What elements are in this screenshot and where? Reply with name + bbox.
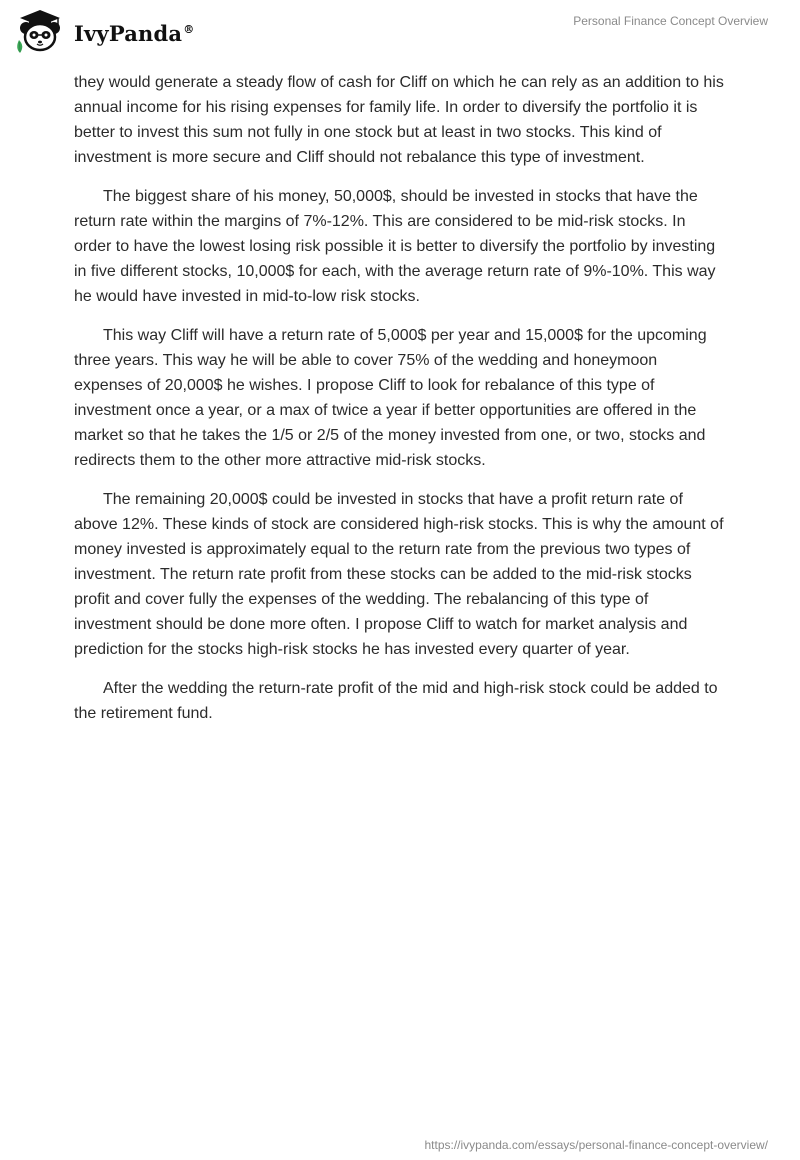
registered-mark: ® <box>183 22 195 36</box>
page-header <box>0 0 800 70</box>
paragraph-return-rate: This way Cliff will have a return rate of 5,000$ per year and 15,000$ for the upcoming three years. This way he will be able to cover 75% of the wedding and honeymoon expenses of 20,000$ he wishes. I propose Cliff to look for rebalance of this type of investment once a year, or a max of twice a year if better opportunities are offered in the market so that he takes the 1/5 or 2/5 of the money invested from one, or two, stocks and redirects them to the other more attractive mid-risk stocks. <box>74 327 707 469</box>
document-title: Personal Finance Concept Overview <box>573 14 768 28</box>
source-url-link[interactable]: https://ivypanda.com/essays/personal-finance-concept-overview/ <box>424 1138 768 1152</box>
paragraph-high-risk: The remaining 20,000$ could be invested in stocks that have a profit return rate of above 12%. These kinds of stock are considered high-risk stocks. This is why the amount of money invested is approximately equal to the return rate from the previous two types of investment. The return rate profit from these stocks can be added to the mid-risk stocks profit and cover fully the expenses of the wedding. The rebalancing of this type of investment should be done more often. I propose Cliff to watch for market analysis and prediction for the stocks high-risk stocks he has invested every quarter of year. <box>74 491 724 658</box>
brand-name: IvyPanda® <box>74 20 195 46</box>
paragraph-mid-risk: The biggest share of his money, 50,000$, should be invested in stocks that have the return rate within the margins of 7%-12%. This are considered to be mid-risk stocks. In order to have the lowest losing risk possible it is better to diversify the portfolio by investing in five different stocks, 10,000$ for each, with the average return rate of 9%-10%. This way he would have invested in mid-to-low risk stocks. <box>74 188 716 305</box>
essay-body <box>74 70 726 740</box>
paragraph-after-wedding: After the wedding the return-rate profit of the mid and high-risk stock could be added to the retirement fund. <box>74 680 718 722</box>
panda-graduate-icon <box>14 8 66 54</box>
ivypanda-logo[interactable] <box>14 8 194 54</box>
paragraph-continuation: they would generate a steady flow of cash for Cliff on which he can rely as an addition to his annual income for his rising expenses for family life. In order to diversify the portfolio it is better to invest this sum not fully in one stock but at least in two stocks. This kind of investment is more secure and Cliff should not rebalance this type of investment. <box>74 74 724 166</box>
